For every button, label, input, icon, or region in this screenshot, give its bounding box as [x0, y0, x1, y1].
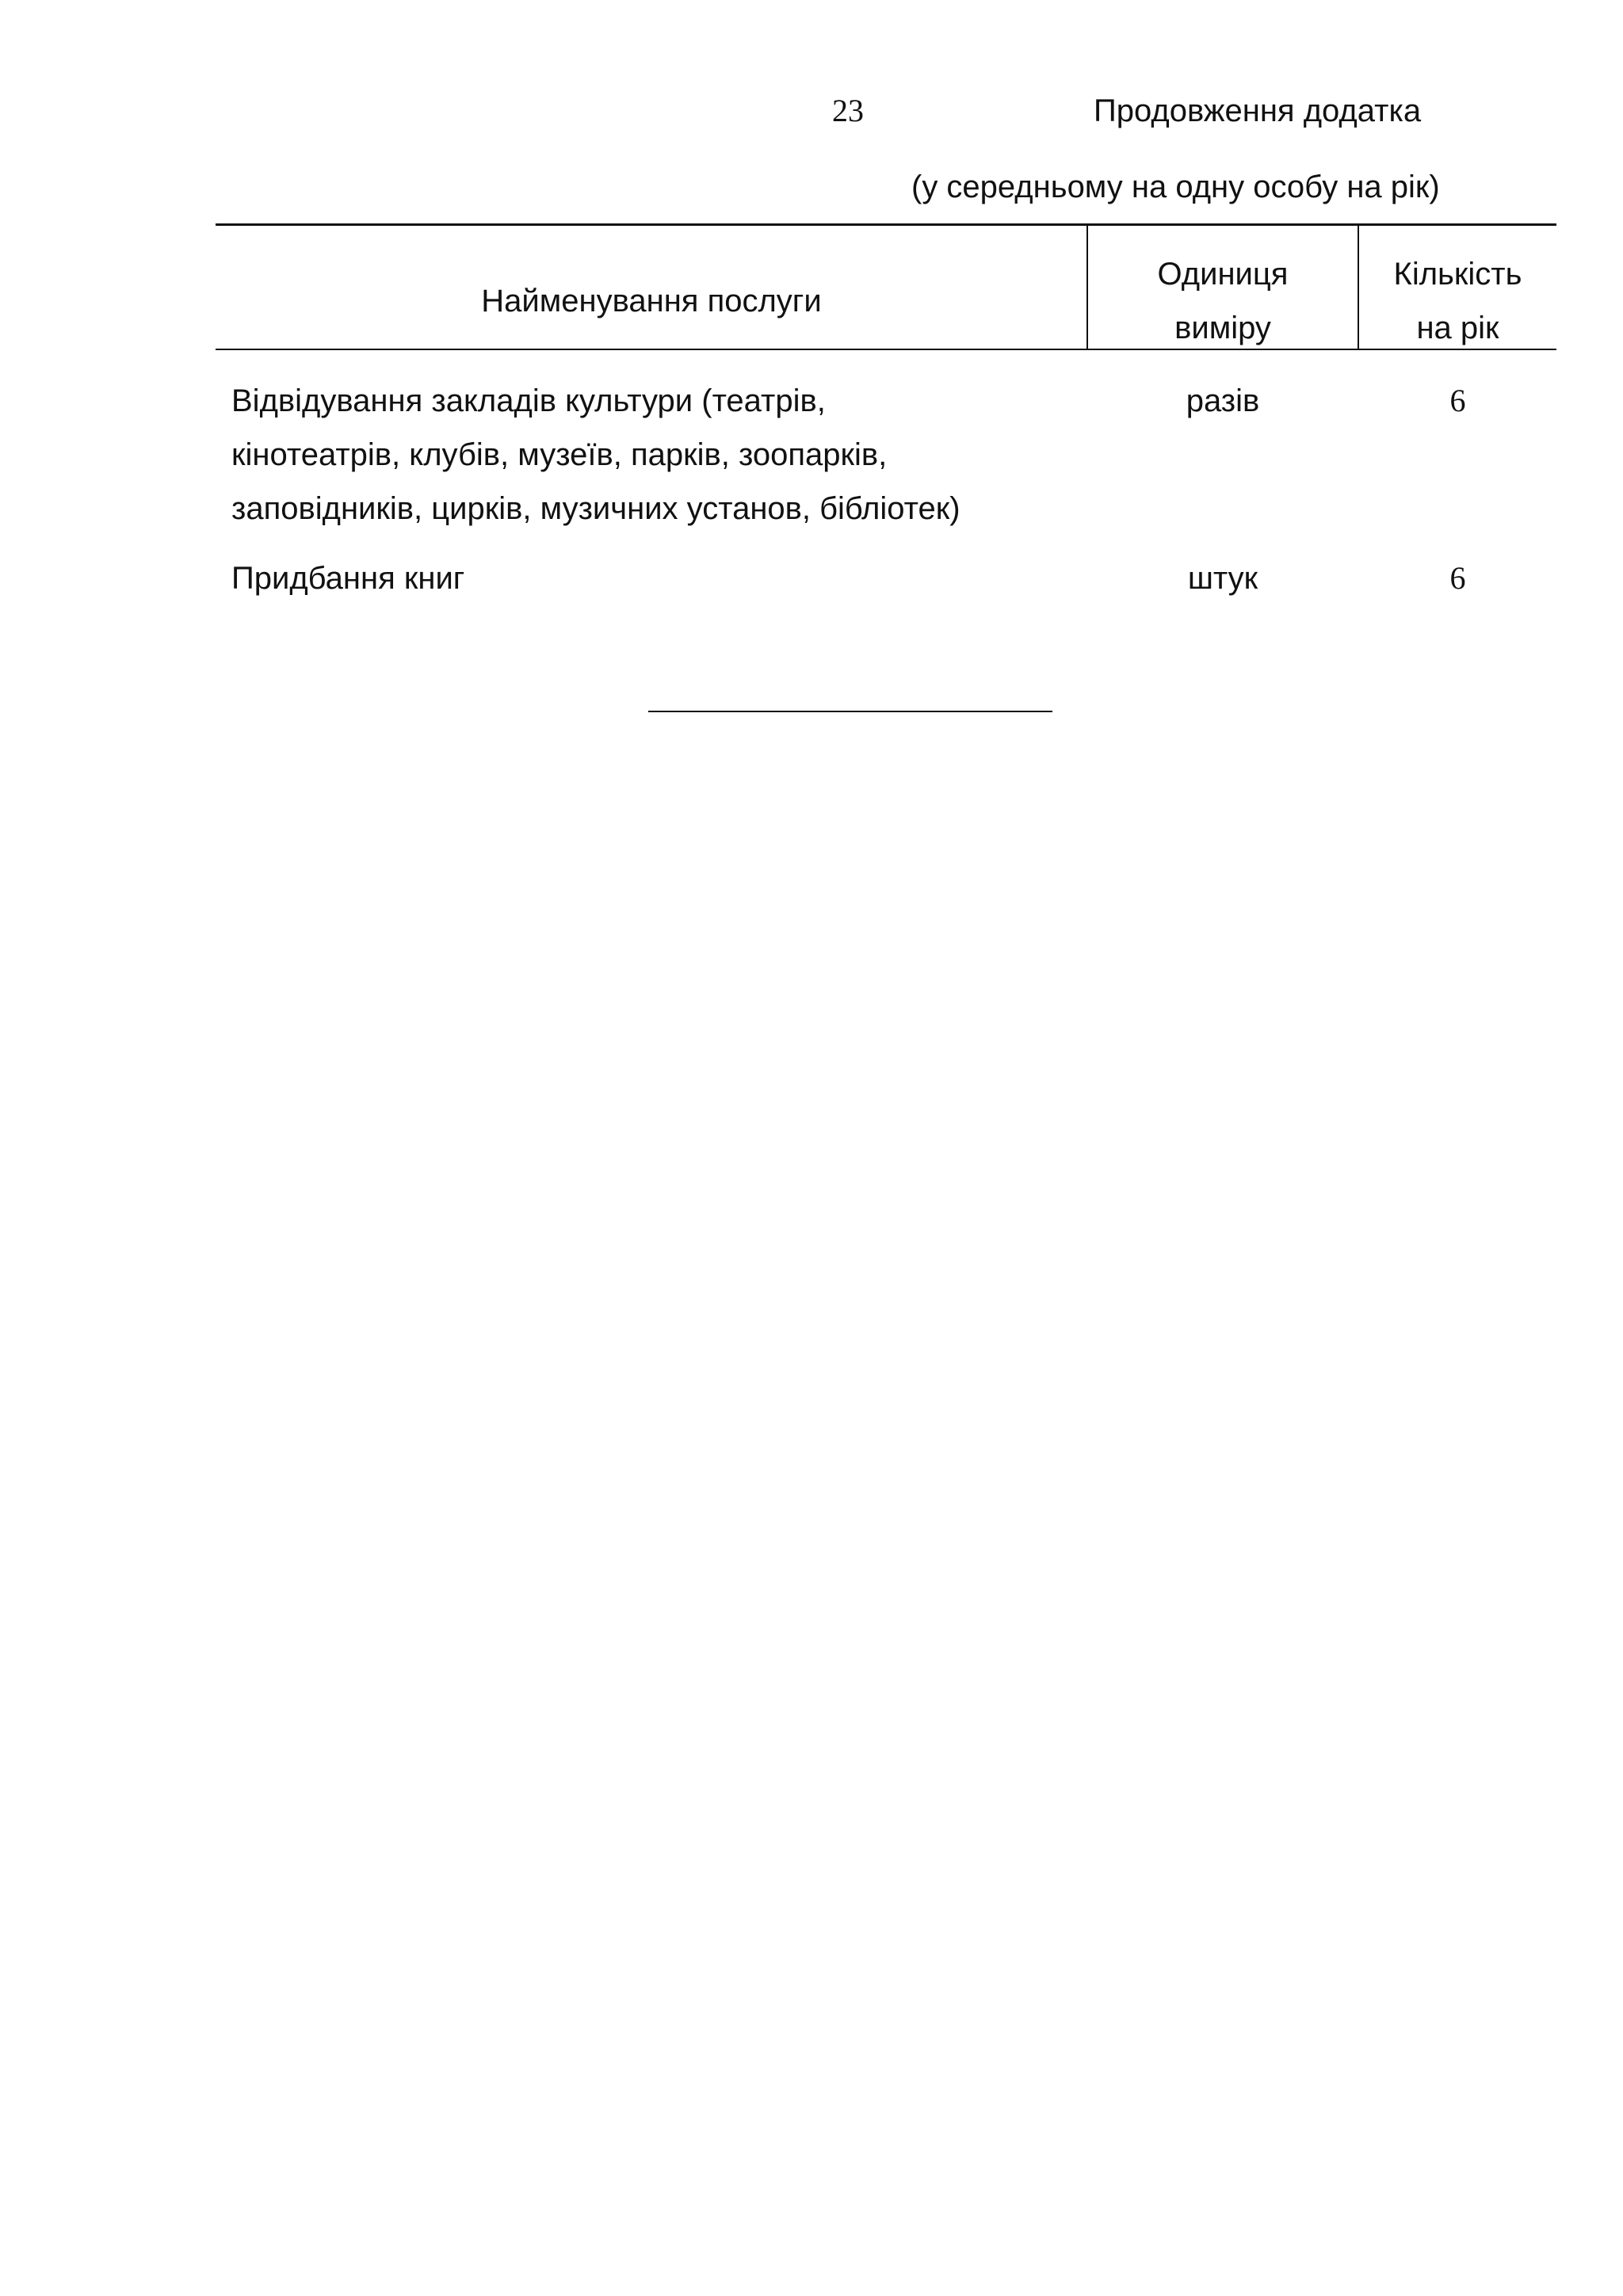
table-row-unit: штук: [1187, 561, 1258, 596]
table-row-service-name: [231, 374, 1071, 536]
table-unit-note: (у середньому на одну особу на рік): [911, 170, 1440, 204]
table-row-unit: разів: [1186, 383, 1260, 418]
column-header-quantity: [1359, 247, 1556, 355]
column-header-service-name: Найменування послуги: [481, 284, 822, 318]
service-name-line: Відвідування закладів культури (театрів,: [231, 383, 826, 418]
document-end-rule: [648, 711, 1052, 712]
column-header-unit-line: Одиниця: [1157, 257, 1289, 292]
page-number: 23: [832, 93, 864, 128]
table-top-rule: [216, 223, 1556, 226]
table-row-quantity: 6: [1449, 383, 1466, 418]
appendix-continuation-label: Продовження додатка: [1094, 93, 1422, 128]
service-name-line: заповідників, цирків, музичних установ, бібліотек): [231, 491, 960, 526]
column-header-unit-line: виміру: [1174, 311, 1271, 345]
column-header-quantity-line: на рік: [1416, 311, 1499, 345]
table-row-service-name: Придбання книг: [231, 561, 465, 596]
column-header-unit: [1088, 247, 1358, 355]
table-row-quantity: 6: [1449, 560, 1466, 596]
column-header-quantity-line: Кількість: [1393, 257, 1522, 292]
service-name-line: кінотеатрів, клубів, музеїв, парків, зоопарків,: [231, 437, 888, 472]
